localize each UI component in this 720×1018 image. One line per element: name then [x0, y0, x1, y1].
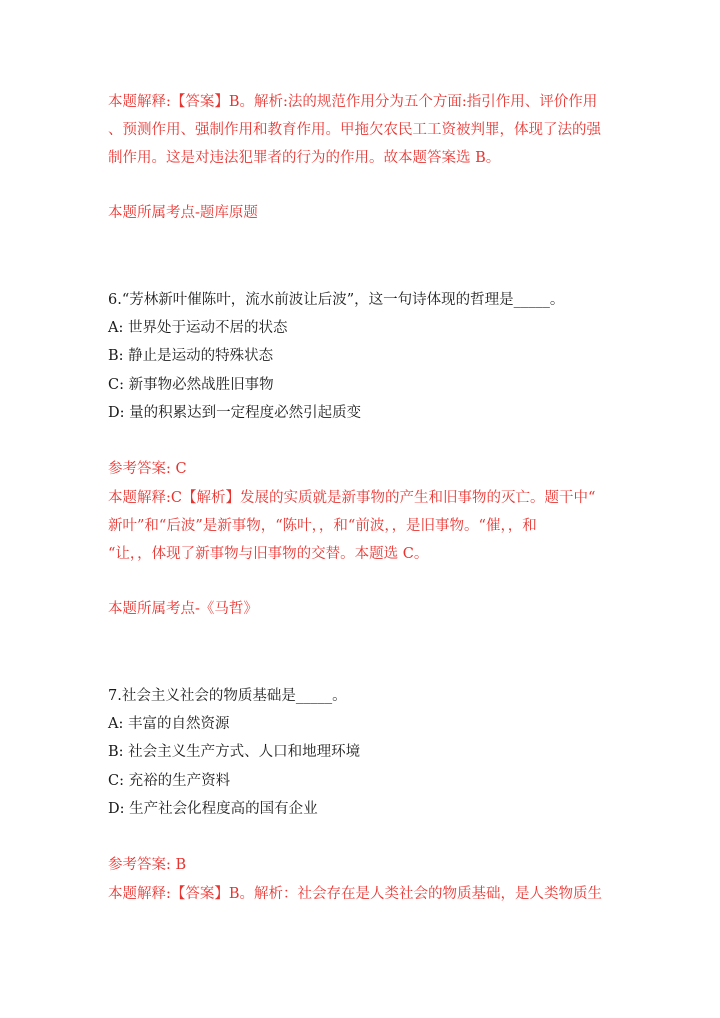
option-c: C: 新事物必然战胜旧事物 [108, 377, 274, 393]
category-line: 本题所属考点-题库原题 [108, 205, 258, 221]
option-b: B: 静止是运动的特殊状态 [108, 348, 274, 364]
explanation-line: 本题解释:C【解析】发展的实质就是新事物的产生和旧事物的灭亡。题干中“ [108, 490, 596, 506]
option-d: D: 生产社会化程度高的国有企业 [108, 801, 318, 817]
question-text: 6.“芳林新叶催陈叶，流水前波让后波”，这一句诗体现的哲理是_____。 [108, 292, 565, 308]
option-b: B: 社会主义生产方式、人口和地理环境 [108, 744, 361, 760]
category-line: 本题所属考点-《马哲》 [108, 601, 258, 617]
option-d: D: 量的积累达到一定程度必然引起质变 [108, 405, 362, 421]
explanation-line: 本题解释:【答案】B。解析：社会存在是人类社会的物质基础，是人类物质生 [108, 886, 603, 902]
answer-line: 参考答案: B [108, 857, 187, 873]
explanation-line: 本题解释:【答案】B。解析:法的规范作用分为五个方面:指引作用、评价作用 [108, 94, 598, 110]
answer-line: 参考答案: C [108, 461, 187, 477]
explanation-line: 制作用。这是对违法犯罪者的行为的作用。故本题答案选 B。 [108, 150, 501, 166]
question-text: 7.社会主义社会的物质基础是_____。 [108, 688, 347, 704]
explanation-line: 新叶”和“后波”是新事物，“陈叶，，和“前波，，是旧事物。“催，，和 [108, 518, 537, 534]
option-a: A: 丰富的自然资源 [108, 716, 230, 732]
explanation-line: 、预测作用、强制作用和教育作用。甲拖欠农民工工资被判罪，体现了法的强 [108, 122, 601, 138]
explanation-line: “让，，体现了新事物与旧事物的交替。本题选 C。 [108, 546, 429, 562]
option-c: C: 充裕的生产资料 [108, 773, 231, 789]
option-a: A: 世界处于运动不居的状态 [108, 320, 288, 336]
